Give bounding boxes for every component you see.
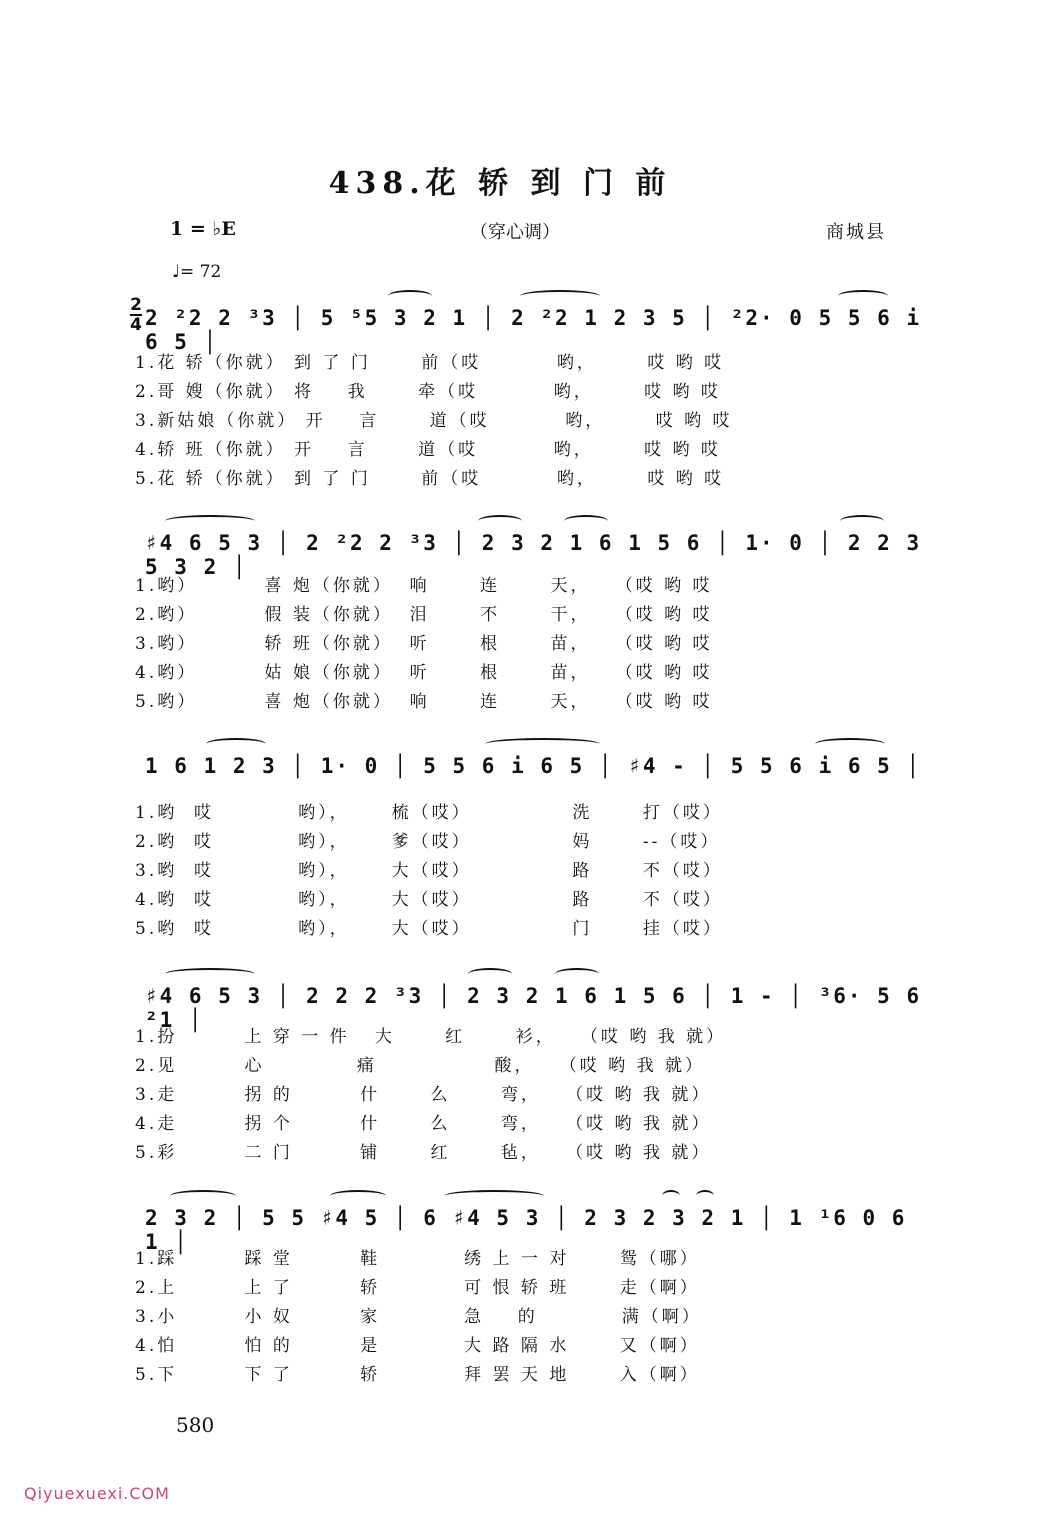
tune-mode: （穿心调） [470, 222, 560, 243]
time-signature [130, 297, 142, 333]
time-signature-top: 2 [130, 295, 142, 315]
slur [165, 515, 255, 527]
lyric-line: 2.见 心 痛 酸， （哎 哟 我 就） [135, 1056, 705, 1076]
notation-line: 1 6 1 2 3 │ 1· 0 │ 5 5 6 i 6 5 │ ♯4 - │ 5 5 6 i 6 5 │ [145, 754, 922, 778]
slur [478, 515, 522, 527]
lyric-line: 4.怕 怕 的 是 大 路 隔 水 又（啊） [135, 1336, 700, 1356]
time-signature-bottom: 4 [130, 315, 142, 335]
slur [444, 1190, 544, 1202]
slur [485, 738, 600, 750]
slur [165, 968, 255, 980]
lyric-line: 5.哟 哎 哟）， 大（哎） 门 挂（哎） [135, 919, 723, 939]
lyric-line: 3.哟） 轿 班（你就） 听 根 苗， （哎 哟 哎 [135, 634, 713, 654]
key-signature: 1 = ♭E [170, 218, 236, 240]
slur [388, 290, 432, 302]
lyric-line: 4.哟 哎 哟）， 大（哎） 路 不（哎） [135, 890, 723, 910]
notation-line: ♯4 6 5 3 │ 2 2 2 ³3 │ 2 3 2 1 6 1 5 6 │ 1 - │ ³6· 5 6 ²1 │ [145, 984, 922, 1032]
lyric-line: 1.花 轿（你就） 到 了 门 前（哎 哟， 哎 哟 哎 [135, 353, 725, 373]
slur [840, 515, 884, 527]
lyric-line: 3.哟 哎 哟）， 大（哎） 路 不（哎） [135, 861, 723, 881]
slur [170, 1190, 236, 1202]
lyric-line: 2.哟） 假 装（你就） 泪 不 干， （哎 哟 哎 [135, 605, 713, 625]
slur [838, 290, 888, 302]
lyric-line: 1.哟 哎 哟）， 梳（哎） 洗 打（哎） [135, 803, 723, 823]
slur [555, 968, 599, 980]
tempo-marking: ♩= 72 [172, 262, 222, 282]
lyric-line: 3.小 小 奴 家 急 的 满（啊） [135, 1307, 702, 1327]
lyric-line: 1.哟） 喜 炮（你就） 响 连 天， （哎 哟 哎 [135, 576, 713, 596]
page-number: 580 [176, 1413, 215, 1437]
lyric-line: 4.走 拐 个 什 么 弯， （哎 哟 我 就） [135, 1114, 712, 1134]
lyric-line: 5.彩 二 门 铺 红 毡， （哎 哟 我 就） [135, 1143, 712, 1163]
lyric-line: 4.轿 班（你就） 开 言 道（哎 哟， 哎 哟 哎 [135, 440, 721, 460]
lyric-line: 3.走 拐 的 什 么 弯， （哎 哟 我 就） [135, 1085, 712, 1105]
slur [330, 1190, 386, 1202]
lyric-line: 1.扮 上 穿 一 件 大 红 衫， （哎 哟 我 就） [135, 1027, 727, 1047]
slur [520, 290, 600, 302]
lyric-line: 2.上 上 了 轿 可 恨 轿 班 走（啊） [135, 1278, 700, 1298]
notation-line: ♯4 6 5 3 │ 2 ²2 2 ³3 │ 2 3 2 1 6 1 5 6 │ 1· 0 │ 2 2 3 5 3 2 │ [145, 531, 922, 579]
lyric-line: 1.踩 踩 堂 鞋 绣 上 一 对 鸳（哪） [135, 1249, 700, 1269]
notation-line: 2 ²2 2 ³3 │ 5 ⁵5 3 2 1 │ 2 ²2 1 2 3 5 │ ²2· 0 5 5 6 i 6 5 │ [145, 306, 922, 354]
region-label: 商城县 [826, 222, 886, 243]
notation-line: 2 3 2 │ 5 5 ♯4 5 │ 6 ♯4 5 3 │ 2 3 2 3 2 1 │ 1 ¹6 0 6 1 │ [145, 1206, 907, 1254]
lyric-line: 2.哟 哎 哟）， 爹（哎） 妈 --（哎） [135, 832, 721, 852]
fermata [696, 1190, 714, 1202]
lyric-line: 5.下 下 了 轿 拜 罢 天 地 入（啊） [135, 1365, 700, 1385]
watermark: Qiyuexuexi.COM [24, 1484, 170, 1503]
lyric-line: 3.新姑娘（你就） 开 言 道（哎 哟， 哎 哟 哎 [135, 411, 733, 431]
lyric-line: 4.哟） 姑 娘（你就） 听 根 苗， （哎 哟 哎 [135, 663, 713, 683]
slur [815, 738, 885, 750]
lyric-line: 5.花 轿（你就） 到 了 门 前（哎 哟， 哎 哟 哎 [135, 469, 725, 489]
song-title: 438.花 轿 到 门 前 [328, 166, 672, 201]
fermata [662, 1190, 680, 1202]
slur [206, 738, 266, 750]
slur [468, 968, 512, 980]
lyric-line: 2.哥 嫂（你就） 将 我 牵（哎 哟， 哎 哟 哎 [135, 382, 721, 402]
lyric-line: 5.哟） 喜 炮（你就） 响 连 天， （哎 哟 哎 [135, 692, 713, 712]
slur [564, 515, 608, 527]
